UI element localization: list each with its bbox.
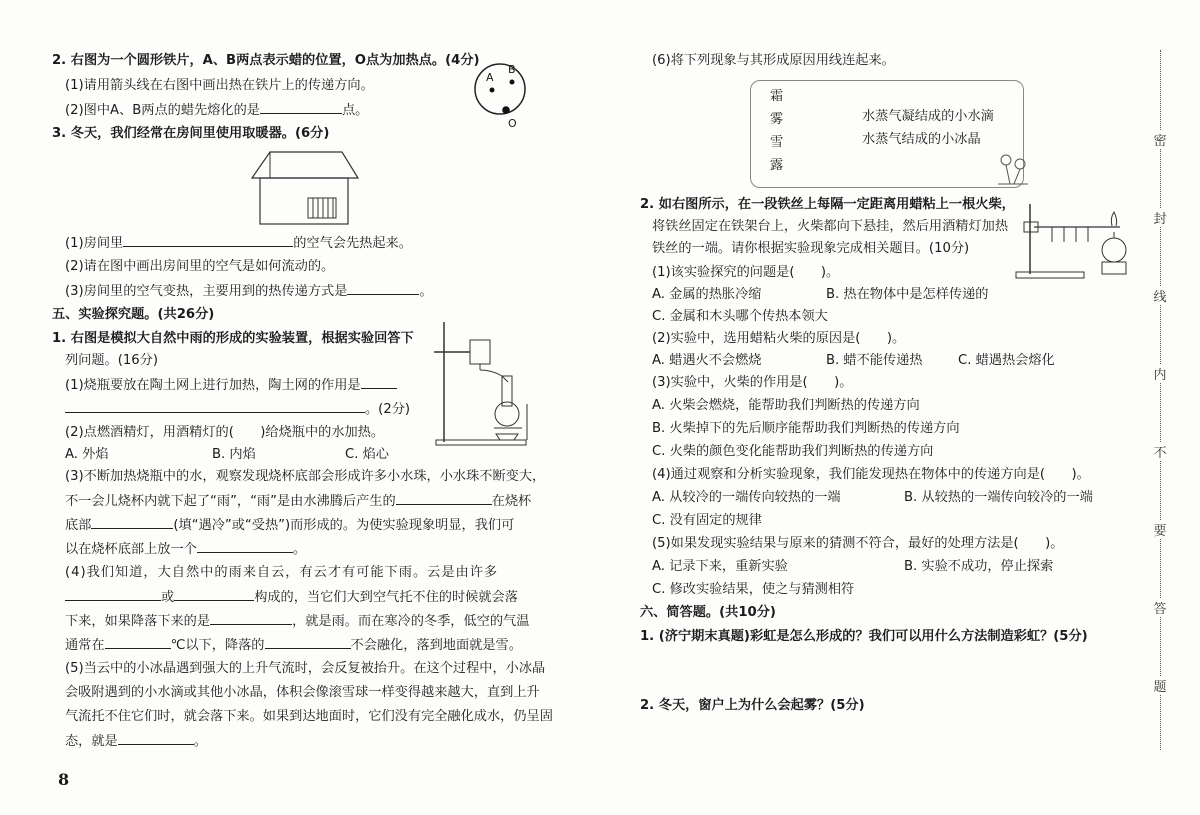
rq2-l3: 铁丝的一端。请你根据实验现象完成相关题目。(10分): [652, 241, 970, 256]
q2-title: 2. 右图为一个圆形铁片，A、B两点表示蜡的位置，O点为加热点。(4分): [52, 53, 480, 68]
point-a-label: A: [486, 71, 494, 84]
answer-blank[interactable]: [347, 282, 419, 295]
phenomenon-snow[interactable]: 雪: [770, 135, 784, 150]
rq2-s4-b: B. 从较热的一端传向较冷的一端: [904, 490, 1093, 505]
s5-sub4-l3: 下来，如果降落下来的是 ，就是雨。而在寒冷的冬季，低空的气温: [65, 614, 530, 629]
rq2-s1-a: A. 金属的热胀冷缩: [652, 287, 762, 302]
section6-heading: 六、简答题。(共10分): [640, 605, 776, 620]
answer-blank[interactable]: [210, 612, 292, 625]
s5-sub4-l4: 通常在 ℃以下，降落的 不会融化，落到地面就是雪。: [65, 638, 522, 653]
answer-blank[interactable]: [265, 636, 351, 649]
flower-decoration: [996, 150, 1030, 186]
rq2-s2-b: B. 蜡不能传递热: [826, 353, 923, 368]
s5-sub2: (2)点燃酒精灯，用酒精灯的( )给烧瓶中的水加热。: [65, 425, 385, 440]
binding-char: 封: [1150, 208, 1170, 227]
answer-blank[interactable]: [260, 101, 342, 114]
rq2-s1: (1)该实验探究的问题是( )。: [652, 265, 840, 280]
q3-title: 3. 冬天，我们经常在房间里使用取暖器。(6分): [52, 126, 330, 141]
s5-q1-title: 1. 右图是模拟大自然中雨的形成的实验装置，根据实验回答下: [52, 331, 414, 346]
rq2-s1-b: B. 热在物体中是怎样传递的: [826, 287, 989, 302]
s5-sub5-l4: 态，就是 。: [65, 734, 207, 749]
rq2-s4-a: A. 从较冷的一端传向较热的一端: [652, 490, 841, 505]
binding-char: 内: [1150, 364, 1170, 383]
answer-blank[interactable]: [65, 588, 161, 601]
point-b-label: B: [508, 63, 516, 76]
rain-apparatus-diagram: [432, 318, 542, 448]
phenomenon-frost[interactable]: 霜: [770, 89, 784, 104]
answer-blank[interactable]: [65, 400, 365, 413]
s5-sub4-l2: 或 构成的，当它们大到空气托不住的时候就会落: [65, 588, 518, 607]
s5-sub1-b: 。(2分): [65, 400, 410, 419]
rq2-s5: (5)如果发现实验结果与原来的猜测不符合，最好的处理方法是( )。: [652, 536, 1064, 551]
phenomenon-dew[interactable]: 露: [770, 158, 784, 173]
s5-sub3-l2: 不一会儿烧杯内就下起了“雨”，“雨”是由水沸腾后产生的 在烧杯: [65, 494, 532, 509]
rq2-s3: (3)实验中，火柴的作用是( )。: [652, 375, 853, 390]
q3-sub2: (2)请在图中画出房间里的空气是如何流动的。: [65, 259, 335, 274]
rq2-s1-c: C. 金属和木头哪个传热本领大: [652, 309, 828, 324]
iron-disc-diagram: [472, 56, 532, 126]
s6-q2: 2. 冬天，窗户上为什么会起雾？(5分): [640, 698, 865, 713]
iron-wire-apparatus: [1014, 198, 1134, 280]
page-number: 8: [58, 770, 70, 789]
s5-sub2-opt-a: A. 外焰: [65, 447, 109, 462]
q6-title: (6)将下列现象与其形成原因用线连起来。: [652, 53, 895, 68]
rq2-s4-c: C. 没有固定的规律: [652, 513, 762, 528]
rq2-s5-c: C. 修改实验结果，使之与猜测相符: [652, 582, 855, 597]
q2-sub2: (2)图中A、B两点的蜡先熔化的是 点。: [65, 103, 369, 118]
rq2-s5-a: A. 记录下来，重新实验: [652, 559, 788, 574]
binding-dotted-line: [1160, 50, 1161, 750]
s5-sub5-l3: 气流托不住它们时，就会落下来。如果到达地面时，它们没有完全融化成水，仍呈固: [65, 709, 553, 724]
binding-char: 答: [1150, 598, 1170, 617]
s5-sub5-l2: 会吸附遇到的小水滴或其他小冰晶，体积会像滚雪球一样变得越来越大，直到上升: [65, 685, 540, 700]
s5-sub3-l4: 以在烧杯底部上放一个 。: [65, 542, 307, 557]
rq2-l1: 2. 如右图所示，在一段铁丝上每隔一定距离用蜡粘上一根火柴，: [640, 197, 1015, 212]
answer-blank[interactable]: [91, 516, 173, 529]
q2-sub1: (1)请用箭头线在右图中画出热在铁片上的传递方向。: [65, 78, 374, 93]
rq2-s3-b: B. 火柴掉下的先后顺序能帮助我们判断热的传递方向: [652, 421, 960, 436]
binding-char: 题: [1150, 676, 1170, 695]
point-o-label: O: [508, 117, 517, 130]
answer-blank[interactable]: [361, 376, 397, 389]
rq2-l2: 将铁丝固定在铁架台上，火柴都向下悬挂，然后用酒精灯加热: [652, 219, 1009, 234]
s5-sub3-l3: 底部 (填“遇冷”或“受热”)而形成的。为使实验现象明显，我们可: [65, 518, 515, 533]
binding-char: 线: [1150, 286, 1170, 305]
rq2-s3-a: A. 火柴会燃烧，能帮助我们判断热的传递方向: [652, 398, 920, 413]
answer-blank[interactable]: [105, 636, 171, 649]
s5-sub5-l1: (5)当云中的小冰晶遇到强大的上升气流时，会反复被抬升。在这个过程中，小冰晶: [65, 661, 546, 676]
s6-q1: 1. (济宁期末真题)彩虹是怎么形成的？我们可以用什么方法制造彩虹？(5分): [640, 629, 1088, 644]
s5-sub2-opt-b: B. 内焰: [212, 447, 256, 462]
rq2-s5-b: B. 实验不成功，停止探索: [904, 559, 1054, 574]
binding-char: 要: [1150, 520, 1170, 539]
q3-sub3: (3)房间里的空气变热，主要用到的热传递方式是 。: [65, 284, 433, 299]
house-diagram: [250, 148, 360, 228]
phenomenon-fog[interactable]: 雾: [770, 112, 784, 127]
rq2-s2-a: A. 蜡遇火不会燃烧: [652, 353, 762, 368]
binding-char: 不: [1150, 442, 1170, 461]
answer-blank[interactable]: [174, 588, 254, 601]
s5-sub2-opt-c: C. 焰心: [345, 447, 389, 462]
answer-blank[interactable]: [123, 234, 293, 247]
s5-sub4-l1: (4)我们知道，大自然中的雨来自云，有云才有可能下雨。云是由许多: [65, 565, 499, 580]
rq2-s2: (2)实验中，选用蜡粘火柴的原因是( )。: [652, 331, 906, 346]
answer-blank[interactable]: [197, 540, 293, 553]
rq2-s4: (4)通过观察和分析实验现象，我们能发现热在物体中的传递方向是( )。: [652, 467, 1090, 482]
answer-blank[interactable]: [396, 492, 492, 505]
cause-ice-crystals[interactable]: 水蒸气结成的小冰晶: [862, 132, 981, 147]
binding-char: 密: [1150, 130, 1170, 149]
rq2-s2-c: C. 蜡遇热会熔化: [958, 353, 1055, 368]
s5-sub3-l1: (3)不断加热烧瓶中的水，观察发现烧杯底部会形成许多小水珠，小水珠不断变大，: [65, 469, 546, 484]
answer-blank[interactable]: [118, 732, 194, 745]
s5-sub1-a: (1)烧瓶要放在陶土网上进行加热，陶土网的作用是: [65, 376, 397, 395]
q3-sub1: (1)房间里 的空气会先热起来。: [65, 236, 412, 251]
s5-q1-title2: 列问题。(16分): [65, 353, 159, 368]
cause-water-droplets[interactable]: 水蒸气凝结成的小水滴: [862, 109, 994, 124]
section5-heading: 五、实验探究题。(共26分): [52, 307, 215, 322]
rq2-s3-c: C. 火柴的颜色变化能帮助我们判断热的传递方向: [652, 444, 934, 459]
